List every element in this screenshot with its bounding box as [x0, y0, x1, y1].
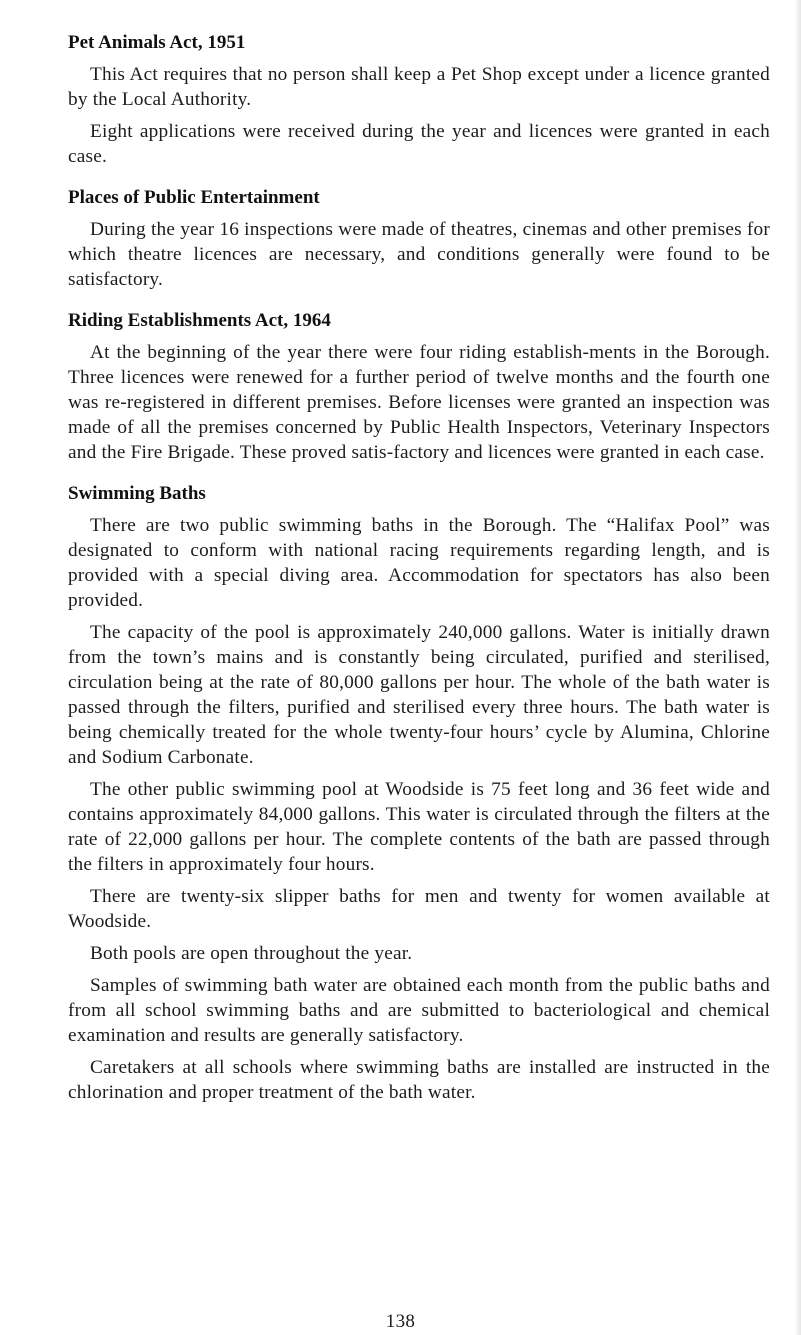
- section-heading: Pet Animals Act, 1951: [68, 32, 246, 53]
- section-swimming-baths: [68, 481, 770, 1105]
- paragraph: Eight applications were received during the year and licences were granted in each case.: [68, 121, 770, 167]
- section-pet-animals-act: [68, 30, 770, 169]
- paragraph: Caretakers at all schools where swimming baths are installed are instructed in the chlorination and proper treatment of the bath water.: [68, 1057, 770, 1103]
- page-edge-shadow: [795, 0, 801, 1335]
- paragraph: The capacity of the pool is approximately 240,000 gallons. Water is initially drawn from the town’s mains and is constantly being circulated, purified and sterilised, circulation being at the rate of 80,000 gallons per hour. The whole of the bath water is passed through the filters, purified and sterilised every three hours. The bath water is being chemically treated for the whole twenty-four hours’ cycle by Alumina, Chlorine and Sodium Carbonate.: [68, 622, 770, 768]
- paragraph: There are two public swimming baths in the Borough. The “Halifax Pool” was designated to conform with national racing requirements regarding length, and is provided with a special diving area. Accommodation for spectators has also been provided.: [68, 515, 770, 611]
- page-number: 138: [385, 1311, 416, 1332]
- document-page: [68, 30, 770, 1121]
- paragraph: At the beginning of the year there were four riding establish-ments in the Borough. Three licences were renewed for a further period of twelve months and the fourth one was re-registered in different premises. Before licenses were granted an inspection was made of all the premises concerned by Public Health Inspectors, Veterinary Inspectors and the Fire Brigade. These proved satis-factory and licences were granted in each case.: [68, 342, 770, 463]
- section-riding-establishments-act: [68, 308, 770, 465]
- section-heading: Swimming Baths: [68, 483, 206, 504]
- section-heading: Places of Public Entertainment: [68, 187, 320, 208]
- paragraph: The other public swimming pool at Woodside is 75 feet long and 36 feet wide and contains approximately 84,000 gallons. This water is circulated through the filters at the rate of 22,000 gallons per hour. The complete contents of the bath are passed through the filters in approximately four hours.: [68, 779, 770, 875]
- paragraph: During the year 16 inspections were made of theatres, cinemas and other premises for which theatre licences are necessary, and conditions generally were found to be satisfactory.: [68, 219, 770, 290]
- paragraph: There are twenty-six slipper baths for men and twenty for women available at Woodside.: [68, 886, 770, 932]
- paragraph: Samples of swimming bath water are obtained each month from the public baths and from all school swimming baths and are submitted to bacteriological and chemical examination and results are generally satisfactory.: [68, 975, 770, 1046]
- section-heading: Riding Establishments Act, 1964: [68, 310, 331, 331]
- paragraph: This Act requires that no person shall keep a Pet Shop except under a licence granted by the Local Authority.: [68, 64, 770, 110]
- section-public-entertainment: [68, 185, 770, 292]
- paragraph: Both pools are open throughout the year.: [90, 943, 413, 964]
